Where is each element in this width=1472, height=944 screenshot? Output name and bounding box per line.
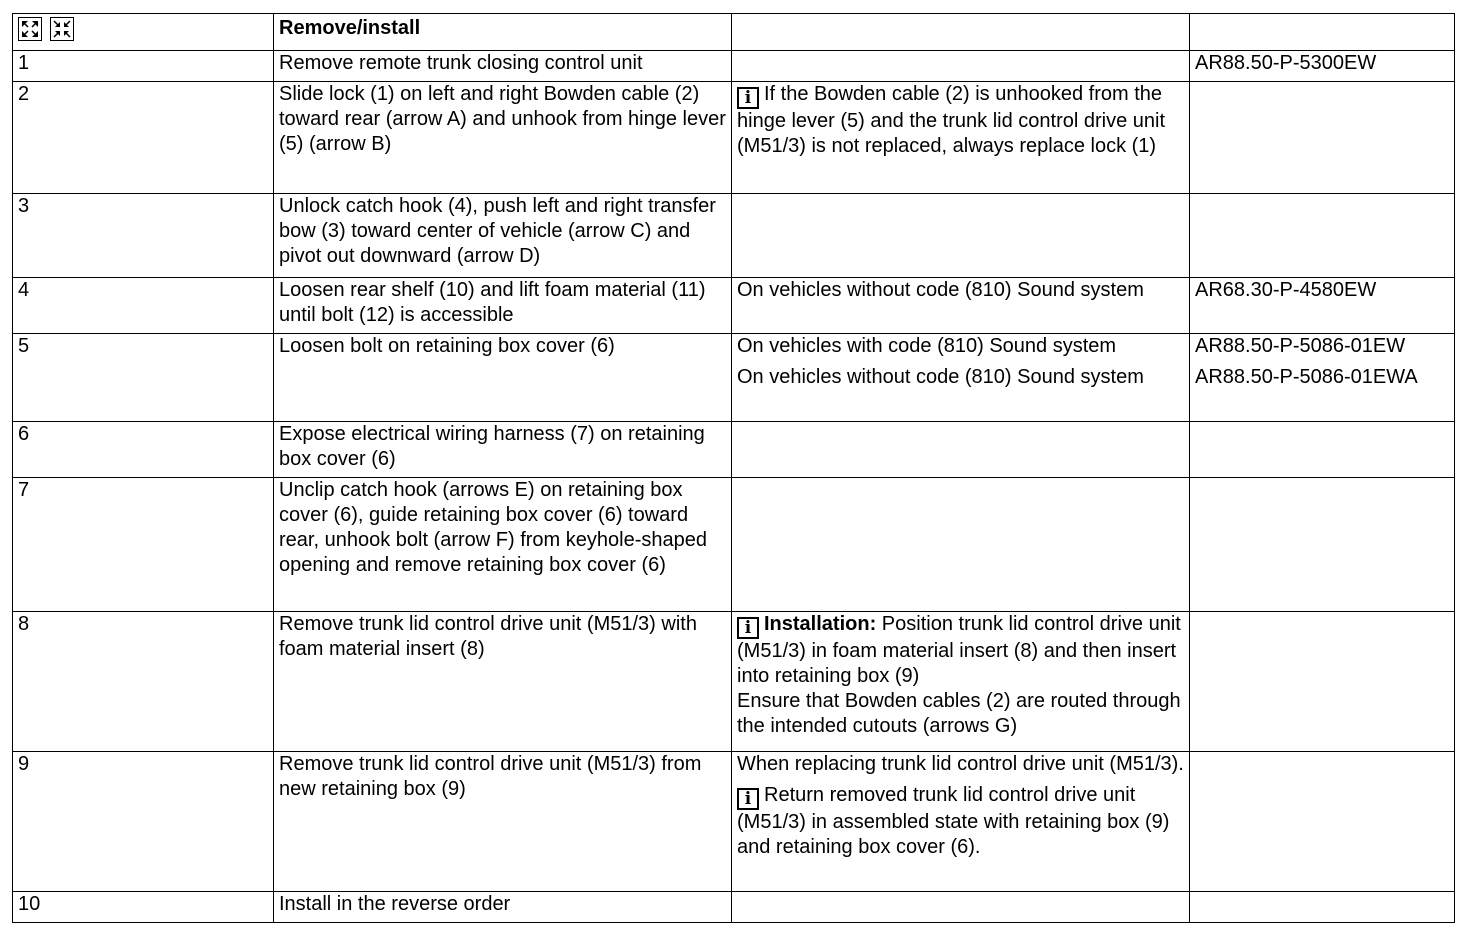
step-reference-cell (1190, 892, 1455, 923)
table-row (13, 612, 1455, 752)
step-number: 2 (18, 83, 30, 105)
info-icon: i (737, 87, 759, 109)
step-number: 5 (18, 335, 30, 357)
note-paragraph (737, 365, 1185, 390)
step-number-cell (13, 478, 274, 612)
step-action-text: Unclip catch hook (arrows E) on retaining box cover (6), guide retaining box cover (6) toward rear, unhook bolt (arrow F) from keyhole-shaped opening and remove retaining box cover (6) (279, 479, 707, 576)
note-text: If the Bowden cable (2) is unhooked from the hinge lever (5) and the trunk lid control drive unit (M51/3) is not replaced, always replace lock (1) (737, 83, 1166, 157)
reference-link[interactable]: AR88.50-P-5300EW (1195, 52, 1377, 74)
table-row (13, 334, 1455, 422)
step-number: 3 (18, 195, 30, 217)
note-text: On vehicles with code (810) Sound system (737, 335, 1117, 357)
note-paragraph (737, 334, 1185, 359)
step-note-cell (732, 51, 1190, 82)
step-action-text: Loosen bolt on retaining box cover (6) (279, 335, 615, 357)
table-row (13, 892, 1455, 923)
note-text: On vehicles without code (810) Sound system (737, 366, 1144, 388)
note-paragraph (737, 752, 1185, 777)
step-reference-cell (1190, 752, 1455, 892)
step-action-text: Slide lock (1) on left and right Bowden cable (2) toward rear (arrow A) and unhook from hinge lever (5) (arrow B) (279, 83, 726, 155)
step-number-cell (13, 278, 274, 334)
step-note-cell (732, 752, 1190, 892)
step-reference-cell (1190, 612, 1455, 752)
note-paragraph (737, 783, 1185, 860)
table-row (13, 82, 1455, 194)
note-bold-label: Installation: (764, 613, 877, 635)
step-action-cell (274, 752, 732, 892)
header-empty-cell (1190, 14, 1455, 51)
info-icon: i (737, 788, 759, 810)
step-action-cell (274, 612, 732, 752)
step-action-text: Remove trunk lid control drive unit (M51/3) from new retaining box (9) (279, 753, 702, 800)
reference-link[interactable]: AR88.50-P-5086-01EW (1195, 335, 1406, 357)
step-action-text: Remove trunk lid control drive unit (M51/3) with foam material insert (8) (279, 613, 697, 660)
step-action-text: Expose electrical wiring harness (7) on retaining box cover (6) (279, 423, 705, 470)
step-number: 9 (18, 753, 30, 775)
table-row (13, 278, 1455, 334)
step-reference-cell (1190, 82, 1455, 194)
note-paragraph (737, 278, 1185, 303)
reference-link[interactable]: AR68.30-P-4580EW (1195, 279, 1377, 301)
header-icons-cell (13, 14, 274, 51)
step-number-cell (13, 752, 274, 892)
note-text: Ensure that Bowden cables (2) are routed through the intended cutouts (arrows G) (737, 690, 1181, 737)
step-note-cell (732, 82, 1190, 194)
note-text: Return removed trunk lid control drive unit (M51/3) in assembled state with retaining box (9) and retaining box cover (6). (737, 784, 1170, 858)
note-paragraph (737, 689, 1185, 739)
step-note-cell (732, 478, 1190, 612)
step-action-cell (274, 82, 732, 194)
table-row (13, 51, 1455, 82)
note-text: On vehicles without code (810) Sound system (737, 279, 1144, 301)
step-reference-cell (1190, 278, 1455, 334)
procedure-document (12, 13, 1454, 923)
step-action-cell (274, 51, 732, 82)
step-action-cell (274, 892, 732, 923)
info-icon: i (737, 617, 759, 639)
step-action-text: Remove remote trunk closing control unit (279, 52, 643, 74)
step-number-cell (13, 892, 274, 923)
table-row (13, 422, 1455, 478)
step-number: 10 (18, 893, 41, 915)
step-note-cell (732, 612, 1190, 752)
note-text: When replacing trunk lid control drive unit (M51/3). (737, 753, 1184, 775)
step-number-cell (13, 612, 274, 752)
table-header-row (13, 14, 1455, 51)
step-reference-cell (1190, 51, 1455, 82)
step-reference-cell (1190, 194, 1455, 278)
note-paragraph (737, 612, 1185, 689)
step-note-cell (732, 278, 1190, 334)
step-number: 8 (18, 613, 30, 635)
procedure-table-body (13, 14, 1455, 923)
step-action-text: Install in the reverse order (279, 893, 511, 915)
expand-all-icon[interactable] (18, 17, 42, 41)
step-number: 4 (18, 279, 30, 301)
step-note-cell (732, 194, 1190, 278)
step-action-cell (274, 334, 732, 422)
step-note-cell (732, 334, 1190, 422)
table-row (13, 752, 1455, 892)
step-action-cell (274, 422, 732, 478)
step-number: 6 (18, 423, 30, 445)
step-number-cell (13, 82, 274, 194)
step-action-text: Unlock catch hook (4), push left and right transfer bow (3) toward center of vehicle (arrow C) and pivot out downward (arrow D) (279, 195, 716, 267)
step-action-cell (274, 478, 732, 612)
header-title-cell (274, 14, 732, 51)
step-number-cell (13, 422, 274, 478)
step-action-text: Loosen rear shelf (10) and lift foam material (11) until bolt (12) is accessible (279, 279, 706, 326)
step-action-cell (274, 278, 732, 334)
step-reference-cell (1190, 478, 1455, 612)
step-number: 7 (18, 479, 30, 501)
reference-link[interactable]: AR88.50-P-5086-01EWA (1195, 366, 1418, 388)
step-number-cell (13, 51, 274, 82)
page-title: Remove/install (279, 17, 421, 39)
step-action-cell (274, 194, 732, 278)
header-empty-cell (732, 14, 1190, 51)
note-text: Position trunk lid control drive unit (M51/3) in foam material insert (8) and then insert into retaining box (9) (737, 613, 1181, 687)
table-row (13, 478, 1455, 612)
table-row (13, 194, 1455, 278)
procedure-table (12, 13, 1455, 923)
step-note-cell (732, 892, 1190, 923)
note-paragraph (737, 82, 1185, 159)
step-reference-cell (1190, 422, 1455, 478)
step-note-cell (732, 422, 1190, 478)
collapse-all-icon[interactable] (50, 17, 74, 41)
step-reference-cell (1190, 334, 1455, 422)
step-number: 1 (18, 52, 30, 74)
step-number-cell (13, 194, 274, 278)
step-number-cell (13, 334, 274, 422)
